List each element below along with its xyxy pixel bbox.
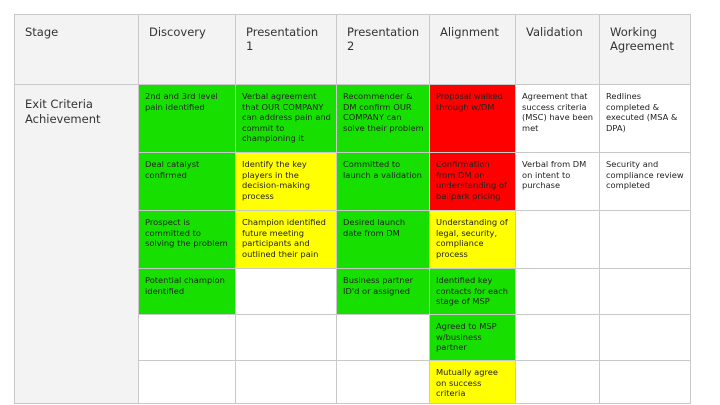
criteria-cell bbox=[600, 211, 691, 269]
criteria-cell bbox=[516, 211, 600, 269]
criteria-text: Understanding of legal, security, compliance process bbox=[436, 217, 508, 259]
criteria-cell bbox=[516, 361, 600, 404]
header-label: Working Agreement bbox=[610, 25, 674, 53]
criteria-text bbox=[236, 315, 336, 325]
header-label: Validation bbox=[526, 25, 583, 39]
header-cell-alignment bbox=[430, 15, 516, 85]
criteria-cell bbox=[600, 153, 691, 211]
criteria-cell bbox=[236, 211, 337, 269]
criteria-cell bbox=[430, 361, 516, 404]
header-label: Presentation 2 bbox=[347, 25, 420, 53]
criteria-text bbox=[600, 269, 690, 279]
criteria-cell bbox=[430, 85, 516, 153]
criteria-text bbox=[337, 361, 429, 371]
criteria-cell bbox=[600, 269, 691, 315]
criteria-text bbox=[600, 211, 690, 221]
criteria-cell bbox=[337, 85, 430, 153]
criteria-text: Potential champion identified bbox=[145, 275, 225, 296]
exit-criteria-table bbox=[14, 14, 691, 404]
criteria-text: Mutually agree on success criteria bbox=[436, 367, 498, 399]
criteria-text: Business partner ID'd or assigned bbox=[343, 275, 414, 296]
criteria-text: Identify the key players in the decision-making process bbox=[242, 159, 310, 201]
criteria-text: Prospect is committed to solving the problem bbox=[145, 217, 228, 249]
criteria-cell bbox=[139, 361, 236, 404]
header-cell-discovery bbox=[139, 15, 236, 85]
criteria-text: Proposal walked through w/DM bbox=[436, 91, 503, 112]
criteria-cell bbox=[430, 153, 516, 211]
header-cell-stage bbox=[15, 15, 139, 85]
criteria-text bbox=[516, 361, 599, 371]
header-label: Alignment bbox=[440, 25, 499, 39]
criteria-text: Agreement that success criteria (MSC) have been met bbox=[522, 91, 594, 133]
criteria-text: Confirmation from DM on understanding of ballpark pricing bbox=[436, 159, 507, 201]
criteria-text: 2nd and 3rd level pain identified bbox=[145, 91, 218, 112]
row-label-cell bbox=[15, 85, 139, 404]
criteria-text bbox=[139, 315, 235, 325]
criteria-cell bbox=[139, 153, 236, 211]
criteria-cell bbox=[430, 315, 516, 361]
criteria-cell bbox=[430, 211, 516, 269]
criteria-cell bbox=[600, 315, 691, 361]
criteria-text bbox=[139, 361, 235, 371]
criteria-cell bbox=[139, 315, 236, 361]
criteria-text bbox=[516, 211, 599, 221]
criteria-row bbox=[15, 85, 691, 153]
criteria-text: Champion identified future meeting participants and outlined their pain bbox=[242, 217, 326, 259]
criteria-cell bbox=[236, 85, 337, 153]
criteria-cell bbox=[430, 269, 516, 315]
criteria-text bbox=[337, 315, 429, 325]
criteria-cell bbox=[337, 153, 430, 211]
criteria-text: Security and compliance review completed bbox=[606, 159, 684, 191]
criteria-cell bbox=[337, 211, 430, 269]
criteria-text: Committed to launch a validation bbox=[343, 159, 422, 180]
criteria-cell bbox=[236, 315, 337, 361]
criteria-text bbox=[600, 315, 690, 325]
header-cell-validation bbox=[516, 15, 600, 85]
header-cell-presentation-1 bbox=[236, 15, 337, 85]
header-label: Presentation 1 bbox=[246, 25, 319, 53]
row-label: Exit Criteria Achievement bbox=[25, 97, 101, 126]
criteria-text bbox=[600, 361, 690, 371]
criteria-cell bbox=[139, 211, 236, 269]
header-cell-working-agreement bbox=[600, 15, 691, 85]
criteria-cell bbox=[516, 153, 600, 211]
criteria-cell bbox=[236, 153, 337, 211]
criteria-cell bbox=[600, 85, 691, 153]
header-stage-label: Stage bbox=[25, 25, 59, 39]
criteria-cell bbox=[139, 85, 236, 153]
criteria-text bbox=[236, 361, 336, 371]
header-label: Discovery bbox=[149, 25, 206, 39]
criteria-text: Identified key contacts for each stage of MSP bbox=[436, 275, 509, 307]
criteria-text: Desired launch date from DM bbox=[343, 217, 406, 238]
criteria-cell bbox=[236, 269, 337, 315]
criteria-text: Verbal agreement that OUR COMPANY can address pain and commit to championing it bbox=[242, 91, 331, 144]
criteria-text bbox=[236, 269, 336, 279]
criteria-text bbox=[516, 269, 599, 279]
criteria-text: Recommender & DM confirm OUR COMPANY can solve their problem bbox=[343, 91, 424, 133]
criteria-cell bbox=[139, 269, 236, 315]
criteria-text: Redlines completed & executed (MSA & DPA) bbox=[606, 91, 678, 133]
criteria-cell bbox=[516, 315, 600, 361]
criteria-cell bbox=[337, 315, 430, 361]
criteria-cell bbox=[600, 361, 691, 404]
header-row bbox=[15, 15, 691, 85]
criteria-cell bbox=[337, 269, 430, 315]
criteria-text: Agreed to MSP w/business partner bbox=[436, 321, 497, 353]
criteria-cell bbox=[236, 361, 337, 404]
criteria-cell bbox=[516, 85, 600, 153]
criteria-cell bbox=[516, 269, 600, 315]
criteria-cell bbox=[337, 361, 430, 404]
header-cell-presentation-2 bbox=[337, 15, 430, 85]
criteria-text: Verbal from DM on intent to purchase bbox=[522, 159, 587, 191]
criteria-text bbox=[516, 315, 599, 325]
criteria-text: Deal catalyst confirmed bbox=[145, 159, 200, 180]
